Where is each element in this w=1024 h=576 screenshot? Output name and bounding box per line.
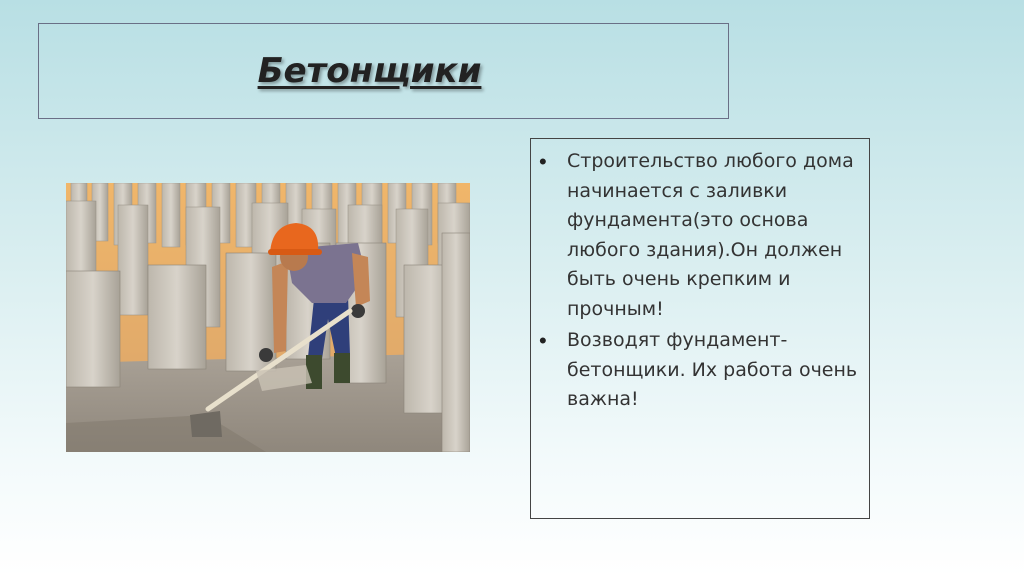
title-box: [38, 23, 729, 119]
bullet-list: [539, 147, 859, 415]
bullet-icon: •: [539, 149, 547, 174]
bullet-item: [539, 326, 859, 415]
slide-title: Бетонщики: [257, 51, 482, 91]
text-box: [530, 138, 870, 519]
bullet-icon: •: [539, 328, 547, 353]
bullet-text: Строительство любого дома начинается с заливки фундамента(это основа любого здания).Он должен быть очень крепким и прочным!: [567, 150, 854, 320]
bullet-item: [539, 147, 859, 324]
concrete-worker-photo: [66, 183, 470, 452]
bullet-text: Возводят фундамент-бетонщики. Их работа очень важна!: [567, 329, 858, 410]
